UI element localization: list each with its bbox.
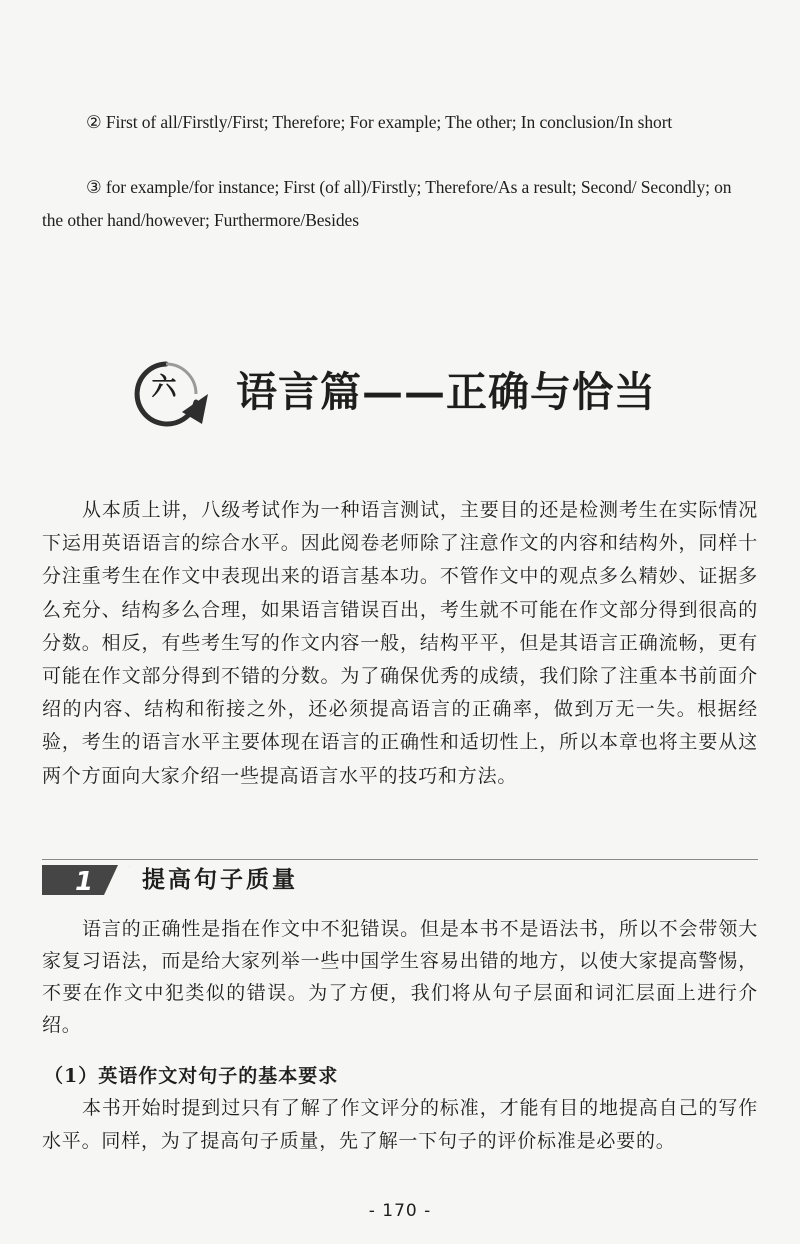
section-title: 提高句子质量 [142, 867, 298, 893]
intro-paragraph: 从本质上讲，八级考试作为一种语言测试，主要目的还是检测考生在实际情况下运用英语语言的综合水平。因此阅卷老师除了注意作文的内容和结构外，同样十分注重考生在作文中表现出来的语言基本功。不管作文中的观点多么精妙、证据多么充分、结构多么合理，如果语言错误百出，考生就不可能在作文部分得到很高的分数。相反，有些考生写的作文内容一般，结构平平，但是其语言正确流畅，更有可能在作文部分得到不错的分数。为了确保优秀的成绩，我们除了注重本书前面介绍的内容、结构和衔接之外，还必须提高语言的正确率，做到万无一失。根据经验，考生的语言水平主要体现在语言的正确性和适切性上，所以本章也将主要从这两个方面向大家介绍一些提高语言水平的技巧和方法。 [42, 499, 758, 787]
section-divider [42, 859, 758, 860]
section-number: 1 [74, 867, 94, 897]
subsection-paragraph: 本书开始时提到过只有了解了作文评分的标准，才能有目的地提高自己的写作水平。同样，为了提高句子质量，先了解一下句子的评价标准是必要的。 [42, 1097, 758, 1152]
chapter-number: 六 [151, 372, 177, 401]
answer-item-2: ② First of all/Firstly/First; Therefore; For example; The other; In conclusion/In short [86, 112, 673, 132]
subsection-heading: （1）英语作文对句子的基本要求 [44, 1065, 339, 1087]
chapter-title: 语言篇——正确与恰当 [236, 368, 656, 416]
section-number-badge [42, 862, 132, 898]
section-paragraph: 语言的正确性是指在作文中不犯错误。但是本书不是语法书，所以不会带领大家复习语法，而是给大家列举一些中国学生容易出错的地方，以使大家提高警惕，不要在作文中犯类似的错误。为了方便，我们将从句子层面和词汇层面上进行介绍。 [42, 918, 758, 1036]
page-number: - 170 - [368, 1201, 432, 1221]
answer-item-3: ③ for example/for instance; First (of all)/Firstly; Therefore/As a result; Second/ Secondly; on the other hand/however; Furthermore/Besides [42, 177, 732, 230]
